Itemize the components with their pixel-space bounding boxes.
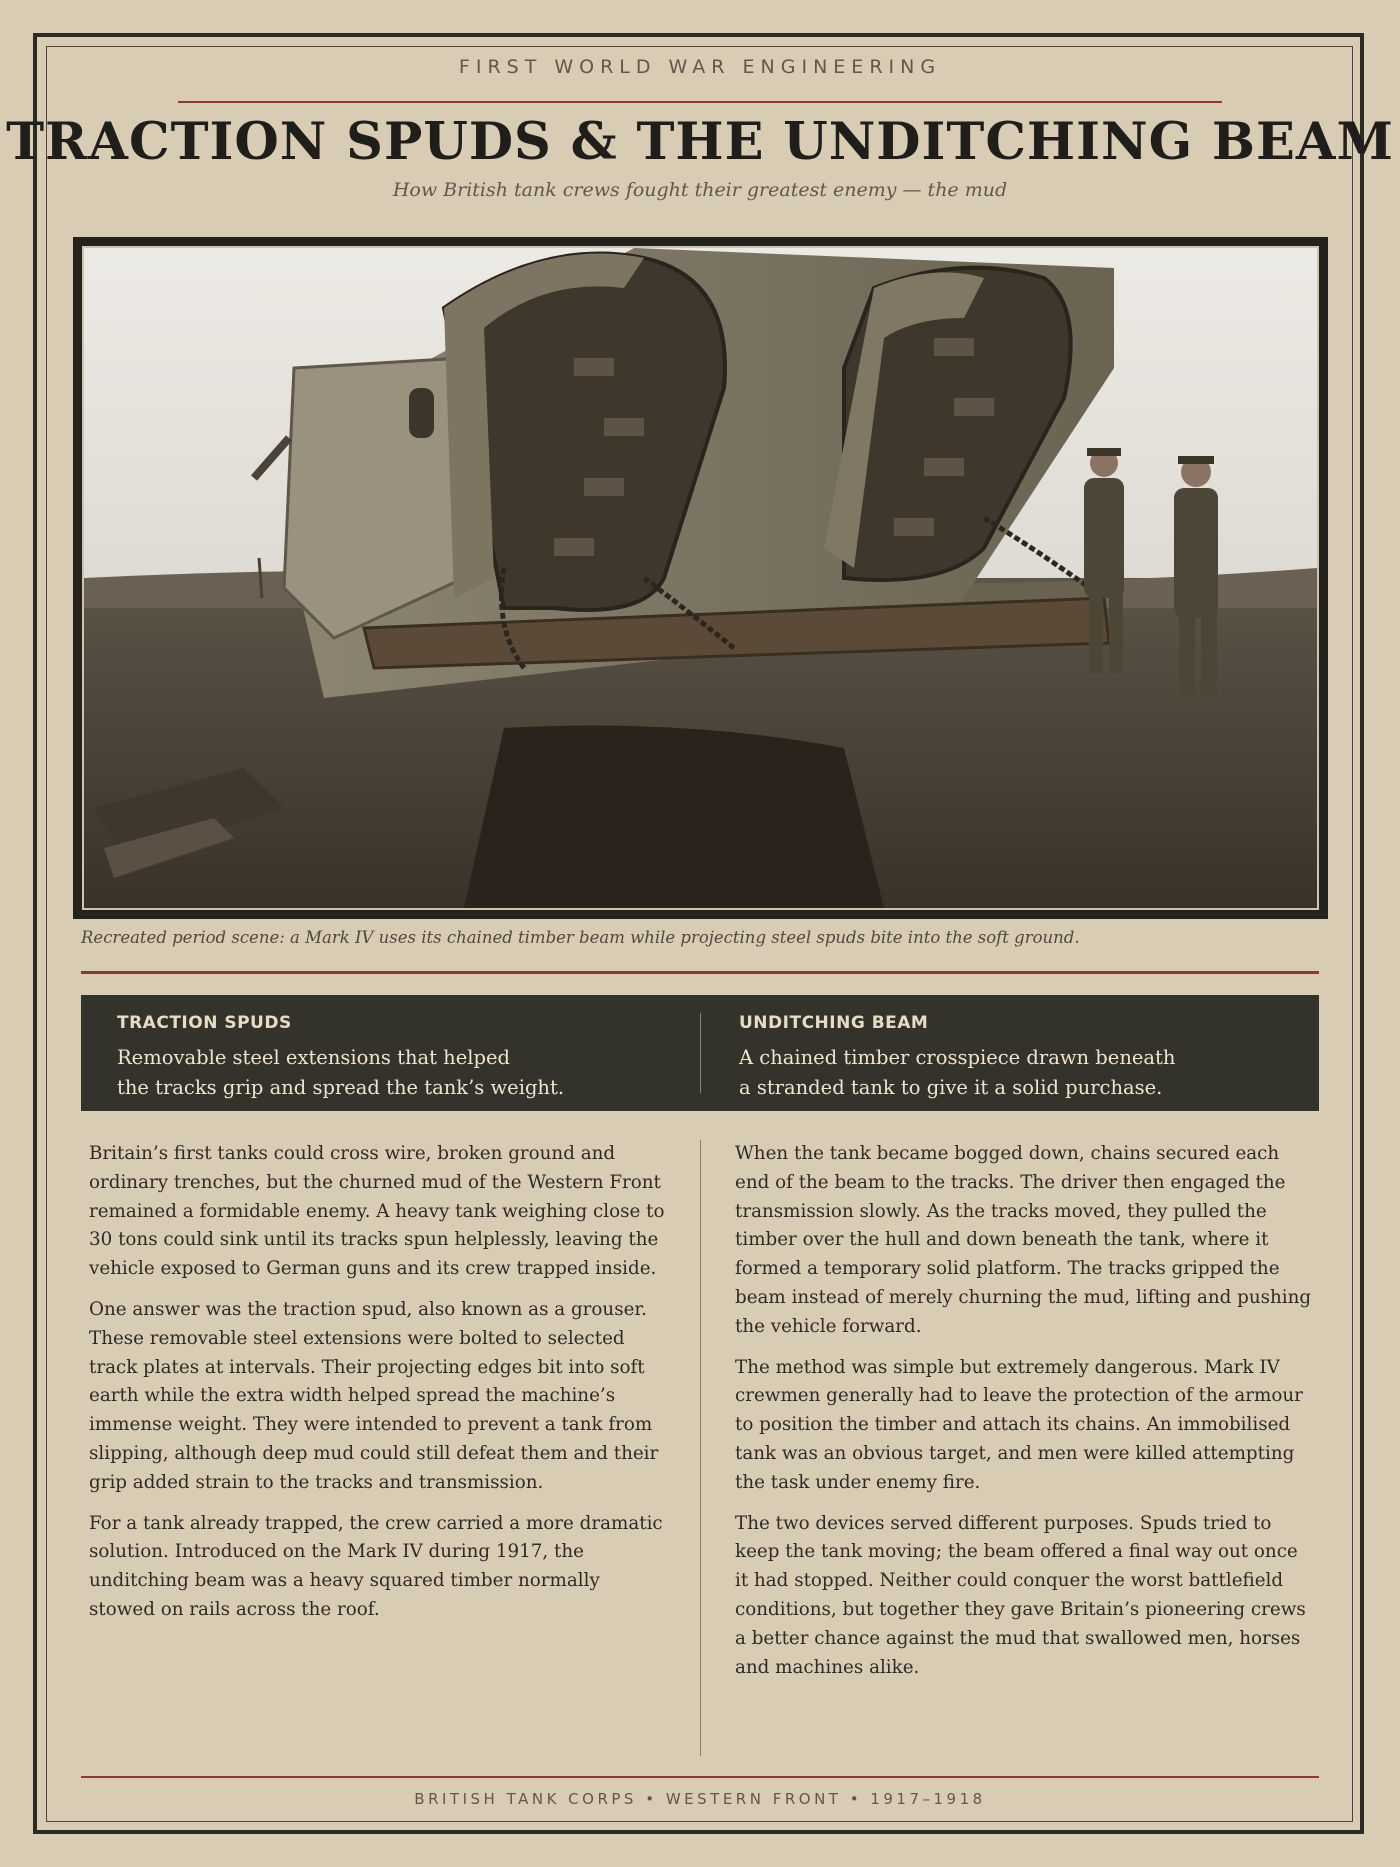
definition-line: Removable steel extensions that helped — [117, 1046, 511, 1069]
page-title: TRACTION SPUDS & THE UNDITCHING BEAM — [6, 112, 1394, 172]
body-paragraph: The two devices served different purposes. Spuds tried to keep the tank moving; the beam offered a final way out once it had stopped. Neither could conquer the worst battlefield conditions, but together they gave Britain’s pioneering crews a better chance against the mud that swallowed men, horses and machines alike. — [735, 1512, 1306, 1678]
column-divider — [700, 1140, 701, 1756]
definition-heading: TRACTION SPUDS — [117, 1013, 292, 1033]
body-paragraph: The method was simple but extremely dangerous. Mark IV crewmen generally had to leave the protection of the armour to position the timber and attach its chains. An immobilised tank was an obvious target, and men were killed attempting the task under enemy fire. — [735, 1356, 1303, 1493]
section-rule — [81, 971, 1319, 974]
body-column-right — [735, 1140, 1315, 1694]
kicker: FIRST WORLD WAR ENGINEERING — [458, 56, 942, 78]
photo-caption: Recreated period scene: a Mark IV uses its chained timber beam while projecting steel spuds bite into the soft ground. — [81, 928, 1080, 947]
photo-frame — [73, 237, 1328, 919]
footer-rule — [81, 1776, 1319, 1778]
definitions-divider — [700, 1013, 701, 1093]
photo-mat — [82, 246, 1319, 910]
body-column-left — [89, 1140, 669, 1637]
definition-traction-spuds — [117, 1013, 677, 1103]
definition-line: the tracks grip and spread the tank’s weight. — [117, 1076, 565, 1099]
page-footer: BRITISH TANK CORPS • WESTERN FRONT • 1917–1918 — [414, 1790, 986, 1808]
definition-unditching-beam — [739, 1013, 1299, 1103]
header-rule — [178, 101, 1222, 103]
page-subtitle: How British tank crews fought their greatest enemy — the mud — [392, 179, 1008, 201]
body-paragraph: When the tank became bogged down, chains secured each end of the beam to the tracks. The driver then engaged the transmission slowly. As the tracks moved, they pulled the timber over the hull and down beneath the tank, where it formed a temporary solid platform. The tracks gripped the beam instead of merely churning the mud, lifting and pushing the vehicle forward. — [735, 1143, 1312, 1337]
definitions-panel — [81, 995, 1319, 1111]
definition-heading: UNDITCHING BEAM — [739, 1013, 929, 1033]
tank-photo — [84, 248, 1317, 908]
body-paragraph: Britain’s first tanks could cross wire, broken ground and ordinary trenches, but the churned mud of the Western Front remained a formidable enemy. A heavy tank weighing close to 30 tons could sink until its tracks spun helplessly, leaving the vehicle exposed to German guns and its crew trapped inside. — [89, 1143, 665, 1280]
body-paragraph: One answer was the traction spud, also known as a grouser. These removable steel extensions were bolted to selected track plates at intervals. Their projecting edges bit into soft earth while the extra width helped spread the machine’s immense weight. They were intended to prevent a tank from slipping, although deep mud could still defeat them and their grip added strain to the tracks and transmission. — [89, 1298, 659, 1493]
definition-line: a stranded tank to give it a solid purchase. — [739, 1076, 1163, 1099]
body-paragraph: For a tank already trapped, the crew carried a more dramatic solution. Introduced on the Mark IV during 1917, the unditching beam was a heavy squared timber normally stowed on rails across the roof. — [89, 1512, 663, 1620]
definition-text — [739, 1043, 1299, 1103]
definition-line: A chained timber crosspiece drawn beneath — [739, 1046, 1176, 1069]
definition-text — [117, 1043, 677, 1103]
